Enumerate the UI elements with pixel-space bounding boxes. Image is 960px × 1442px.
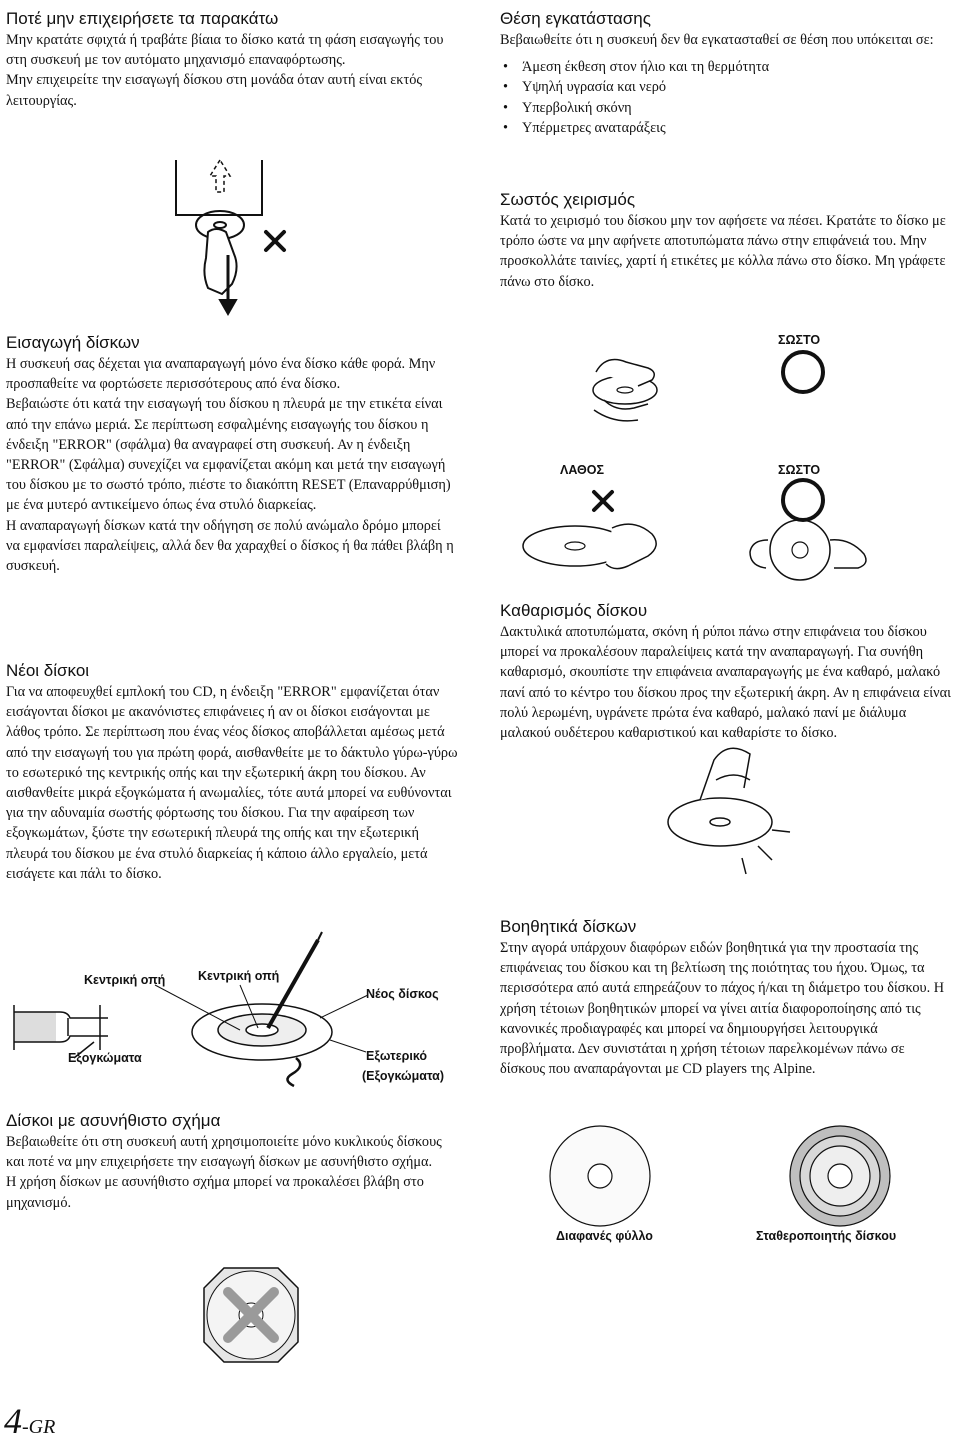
- paragraph: Βεβαιωθείτε ότι στη συσκευή αυτή χρησιμοποιείτε μόνο κυκλικούς δίσκους και ποτέ να μην επιχειρήσετε την εισαγωγή δίσκων με ασυνήθιστο σχήμα.: [6, 1134, 442, 1171]
- disc-hold-wrong-illustration: [523, 492, 656, 569]
- label-center-hole: Κεντρική οπή: [198, 969, 280, 983]
- paragraph: Η συσκευή σας δέχεται για αναπαραγωγή μόνο ένα δίσκο κάθε φορά. Μην προσπαθείτε να φορτώσετε περισσότερους από ένα δίσκο.: [6, 356, 436, 393]
- paragraph: Βεβαιωθείτε ότι η συσκευή δεν θα εγκατασταθεί σε θέση που υπόκειται σε:: [500, 32, 934, 48]
- label-new-disc: Νέος δίσκος: [366, 987, 439, 1001]
- disc-stabilizer-illustration: [790, 1126, 890, 1226]
- label-outside: Εξωτερικό: [366, 1049, 428, 1063]
- label-center-hole: Κεντρική οπή: [84, 973, 166, 987]
- paragraph: Η αναπαραγωγή δίσκων κατά την οδήγηση σε πολύ ανώμαλο δρόμο μπορεί να εμφανίσει παραλείψεις, αλλά δεν θα χαραχθεί ο δίσκος ή θα πάθει βλάβη η συσκευή.: [6, 517, 454, 575]
- label-transparent-sheet: Διαφανές φύλλο: [556, 1229, 653, 1243]
- paragraph: Μην κρατάτε σφιχτά ή τραβάτε βίαια το δίσκο κατά τη φάση εισαγωγής του στη συσκευή με τον αυτόματο μηχανισμό επαναφόρτωσης.: [6, 32, 444, 69]
- section-title: Εισαγωγή δίσκων: [6, 333, 140, 352]
- page-number-suffix: -GR: [22, 1416, 56, 1438]
- list-item: • Υψηλή υγρασία και νερό: [500, 77, 952, 97]
- list-item: • Υπέρμετρες αναταράξεις: [500, 118, 952, 138]
- section-title: Θέση εγκατάστασης: [500, 9, 651, 28]
- paragraph: Κατά το χειρισμό του δίσκου μην τον αφήσετε να πέσει. Κρατάτε το δίσκο με τρόπο ώστε να μην αφήνετε αποτυπώματα πάνω στην επιφάνειά του. Μην προσκολλάτε ταινίες, χαρτί ή ετικέτες με κόλλα πάνω στο δίσκο. Μη γράφετε πάνω στο δίσκο.: [500, 213, 946, 290]
- cross-icon: [594, 492, 612, 510]
- paragraph: Η χρήση δίσκων με ασυνήθιστο σχήμα μπορεί να προκαλέσει βλάβη στο μηχανισμό.: [6, 1174, 424, 1211]
- label-wrong: ΛΑΘΟΣ: [560, 463, 604, 477]
- section-title: Σωστός χειρισμός: [500, 190, 636, 209]
- section-title: Ποτέ μην επιχειρήσετε τα παρακάτω: [6, 9, 279, 28]
- label-correct: ΣΩΣΤΟ: [778, 333, 821, 347]
- list-item: • Άμεση έκθεση στον ήλιο και τη θερμότητα: [500, 57, 952, 77]
- paragraph: Για να αποφευχθεί εμπλοκή του CD, η ένδειξη "ERROR" εμφανίζεται όταν εισάγονται δίσκοι με ακανόνιστες επιφάνειες ή αν οι δίσκοι εισάγονται με λάθος τρόπο. Σε περίπτωση που ένας νέος δίσκος αποβάλλεται αμέσως μετά από την εισαγωγή του για πρώτη φορά, αισθανθείτε με το δάκτυλο γύρω-γύρω το εσωτερικό της κεντρικής οπής και την εξωτερική άκρη του δίσκου. Αν αισθανθείτε μικρά εξογκώματα ή ανωμαλίες, τότε αυτά μπορεί να ευθύνονται για την αδυναμία σωστής φόρτωσης του δίσκου. Για την αφαίρεση των εξογκωμάτων, ξύστε την εσωτερική πλευρά της οπής και την εξωτερική πλευρά του δίσκου με ένα στυλό διαρκείας ή κάποιο άλλο εργαλείο, μετά εισάγετε και πάλι το δίσκο.: [6, 684, 458, 882]
- section-title: Καθαρισμός δίσκου: [500, 601, 648, 620]
- paragraph: Στην αγορά υπάρχουν διαφόρων ειδών βοηθητικά για την προστασία της επιφάνειας του δίσκου και τη βελτίωση της ποιότητας του ήχου. Όμως, τα περισσότερα από αυτά επηρεάζουν το πάχος ή/και τη διάμετρο του δίσκου. Η χρήση τέτοιων βοηθητικών μπορεί να γίνει αιτία διαφοροποίησης από τις κανονικές προδιαγραφές και μπορεί να δημιουργήσει λειτουργικά προβλήματα. Δεν συνιστάται η χρήση τέτοιων παρελκομένων πάνω σε δίσκους που αναπαράγονται με CD players της Alpine.: [500, 940, 945, 1078]
- label-correct: ΣΩΣΤΟ: [778, 463, 821, 477]
- paragraph: Μην επιχειρείτε την εισαγωγή δίσκου στη μονάδα όταν αυτή είναι εκτός λειτουργίας.: [6, 72, 423, 109]
- disc-edge-hold-illustration: [750, 480, 866, 580]
- paragraph: Βεβαιώστε ότι κατά την εισαγωγή του δίσκου η πλευρά με την ετικέτα είναι από την επάνω μεριά. Σε περίπτωση εσφαλμένης εισαγωγής του δίσκου η ένδειξη "ERROR" (σφάλμα) θα αναγραφεί στη συσκευή. Αν η ένδειξη "ERROR" (Σφάλμα) συνεχίζει να εμφανίζεται ακόμη και μετά την εισαγωγή του δίσκου με το σωστό τρόπο, πιέστε το διακόπτη RESET (Επαναρρύθμιση) με ένα μυτερό αντικείμενο όπως ένα στυλό διαρκείας.: [6, 396, 451, 514]
- section-title: Βοηθητικά δίσκων: [500, 917, 637, 936]
- paragraph: Δακτυλικά αποτυπώματα, σκόνη ή ρύποι πάνω στην επιφάνεια του δίσκου μπορεί να προκαλέσουν παραλείψεις κατά την αναπαραγωγή. Για συνήθη καθαρισμό, σκουπίστε την επιφάνεια αναπαραγωγής με ένα καθαρό, μαλακό πανί από το κέντρο του δίσκου προς την εξωτερική άκρη. Αν η επιφάνεια είναι πολύ λερωμένη, υγράνετε πρώτα ένα καθαρό, μαλακό πανί με διάλυμα μαλακού ουδέτερου καθαριστικού και καθαρίστε το δίσκο.: [500, 624, 951, 742]
- list-item: • Υπερβολική σκόνη: [500, 98, 952, 118]
- page-number: [4, 1400, 55, 1442]
- section-title: Νέοι δίσκοι: [6, 661, 90, 680]
- label-outside-bumps: (Εξογκώματα): [362, 1069, 445, 1083]
- disc-hold-correct-illustration: [593, 352, 823, 421]
- page-number-digit: 4: [4, 1401, 22, 1441]
- transparent-sheet-illustration: [550, 1126, 650, 1226]
- label-bumps: Εξογκώματα: [68, 1051, 142, 1065]
- section-title: Δίσκοι με ασυνήθιστο σχήμα: [6, 1111, 221, 1130]
- label-stabilizer: Σταθεροποιητής δίσκου: [756, 1229, 897, 1243]
- disc-cleaning-illustration: [668, 748, 790, 874]
